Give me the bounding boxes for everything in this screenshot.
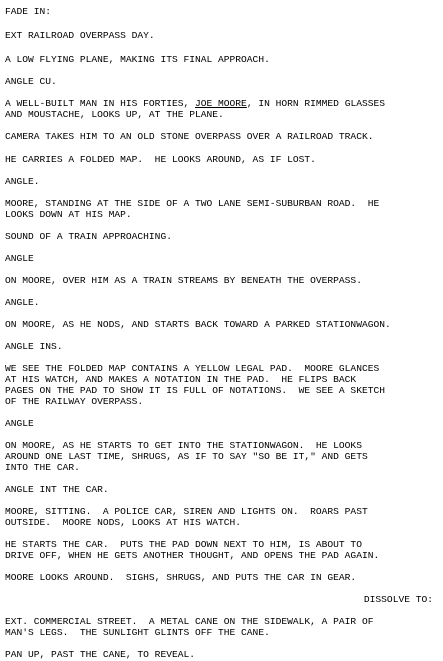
scene-heading: EXT RAILROAD OVERPASS DAY.: [5, 30, 155, 41]
action-line: MAN'S LEGS. THE SUNLIGHT GLINTS OFF THE CANE.: [5, 627, 270, 638]
shot-heading: ANGLE INS.: [5, 341, 63, 352]
shot-heading: ANGLE.: [5, 176, 40, 187]
action-line: MOORE, STANDING AT THE SIDE OF A TWO LANE SEMI-SUBURBAN ROAD. HE: [5, 198, 380, 209]
shot-heading: ANGLE.: [5, 297, 40, 308]
action-line: [5, 98, 385, 109]
action-line: MOORE, SITTING. A POLICE CAR, SIREN AND LIGHTS ON. ROARS PAST: [5, 506, 368, 517]
action-line: CAMERA TAKES HIM TO AN OLD STONE OVERPASS OVER A RAILROAD TRACK.: [5, 131, 374, 142]
action-line: SOUND OF A TRAIN APPROACHING.: [5, 231, 172, 242]
action-line: LOOKS DOWN AT HIS MAP.: [5, 209, 132, 220]
action-line: HE CARRIES A FOLDED MAP. HE LOOKS AROUND, AS IF LOST.: [5, 154, 316, 165]
action-line: AROUND ONE LAST TIME, SHRUGS, AS IF TO SAY "SO BE IT," AND GETS: [5, 451, 368, 462]
shot-heading: ANGLE CU.: [5, 76, 57, 87]
action-line: ON MOORE, OVER HIM AS A TRAIN STREAMS BY BENEATH THE OVERPASS.: [5, 275, 362, 286]
action-line: HE STARTS THE CAR. PUTS THE PAD DOWN NEXT TO HIM, IS ABOUT TO: [5, 539, 362, 550]
action-line: DRIVE OFF, WHEN HE GETS ANOTHER THOUGHT, AND OPENS THE PAD AGAIN.: [5, 550, 380, 561]
action-line: WE SEE THE FOLDED MAP CONTAINS A YELLOW LEGAL PAD. MOORE GLANCES: [5, 363, 380, 374]
action-line: AT HIS WATCH, AND MAKES A NOTATION IN THE PAD. HE FLIPS BACK: [5, 374, 357, 385]
character-name-underlined: JOE MOORE: [195, 98, 247, 109]
shot-heading: ANGLE: [5, 253, 34, 264]
action-line: OUTSIDE. MOORE NODS, LOOKS AT HIS WATCH.: [5, 517, 242, 528]
action-line: PAN UP, PAST THE CANE, TO REVEAL.: [5, 649, 195, 660]
transition-dissolve: DISSOLVE TO:: [363, 594, 433, 605]
action-text: , IN HORN RIMMED GLASSES: [246, 98, 386, 109]
shot-heading: ANGLE: [5, 418, 34, 429]
action-line: MOORE LOOKS AROUND. SIGHS, SHRUGS, AND PUTS THE CAR IN GEAR.: [5, 572, 357, 583]
action-line: EXT. COMMERCIAL STREET. A METAL CANE ON THE SIDEWALK, A PAIR OF: [5, 616, 374, 627]
action-line: ON MOORE, AS HE STARTS TO GET INTO THE STATIONWAGON. HE LOOKS: [5, 440, 362, 451]
action-line: INTO THE CAR.: [5, 462, 80, 473]
action-text: A WELL-BUILT MAN IN HIS FORTIES,: [5, 98, 195, 109]
action-line: A LOW FLYING PLANE, MAKING ITS FINAL APPROACH.: [5, 54, 270, 65]
shot-heading: ANGLE INT THE CAR.: [5, 484, 109, 495]
action-line: ON MOORE, AS HE NODS, AND STARTS BACK TOWARD A PARKED STATIONWAGON.: [5, 319, 391, 330]
action-line: PAGES ON THE PAD TO SHOW IT IS FULL OF NOTATIONS. WE SEE A SKETCH: [5, 385, 385, 396]
action-line: AND MOUSTACHE, LOOKS UP, AT THE PLANE.: [5, 109, 224, 120]
transition-fade-in: FADE IN:: [5, 6, 52, 17]
action-line: OF THE RAILWAY OVERPASS.: [5, 396, 144, 407]
